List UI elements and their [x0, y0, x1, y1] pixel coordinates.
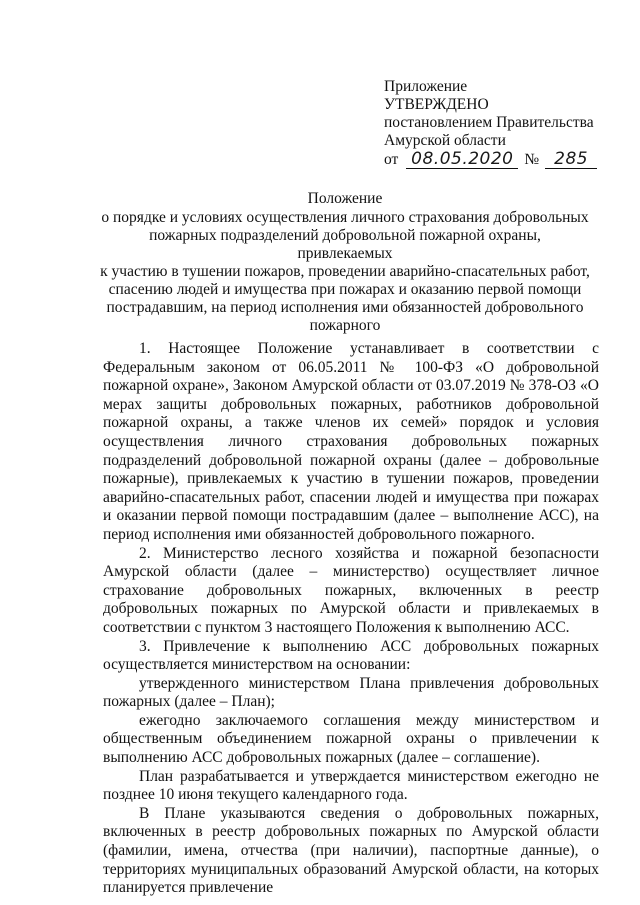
paragraph-1: 1. Настоящее Положение устанавливает в соответствии с Федеральным законом от 06.05.2011 № 100-ФЗ «О добровольной пожарной охране», Законом Амурской области от 03.07.2019 № 378-ОЗ «О мерах защиты добровольных пожарных, работников добровольной пожарной охраны, а также членов их семей» порядок и условия осуществления личного страхования добровольных пожарных подразделений добровольной пожарной охраны (далее – добровольные пожарные), привлекаемых к участию в тушении пожаров, проведении аварийно-спасательных работ, спасении людей и имущества при пожарах и оказании первой помощи пострадавшим (далее – выполнение АСС), на период исполнения ими обязанностей добровольного пожарного.: [103, 340, 599, 543]
approved-label: УТВЕРЖДЕНО: [384, 96, 489, 113]
number-prefix: №: [524, 151, 540, 168]
paragraph-plan-contents: В Плане указываются сведения о добровольных пожарных, включенных в реестр добровольных пожарных по Амурской области (фамилии, имена, отчества (при наличии), паспортные данные), о территориях муниципальных образований Амурской области, на которых планируется привлечение: [103, 804, 599, 897]
resolution-label: постановлением Правительства: [384, 114, 594, 131]
approval-block: [384, 78, 624, 169]
title-line: пострадавшим, на период исполнения ими обязанностей добровольного: [106, 299, 584, 316]
appendix-label: Приложение: [384, 78, 468, 95]
title-line: спасению людей и имущества при пожарах и оказанию первой помощи: [108, 281, 582, 298]
date-prefix: от: [384, 151, 399, 168]
title-heading: Положение: [307, 190, 383, 207]
paragraph-plan-basis: утвержденного министерством Плана привлечения добровольных пожарных (далее – План);: [103, 674, 599, 711]
title-line: пожарных подразделений добровольной пожарной охраны, привлекаемых: [149, 227, 541, 262]
document-title: [100, 190, 590, 335]
region-label: Амурской области: [384, 132, 506, 149]
title-line: о порядке и условиях осуществления личного страхования добровольных: [101, 209, 589, 226]
paragraph-plan-deadline: План разрабатывается и утверждается министерством ежегодно не позднее 10 июня текущего календарного года.: [103, 767, 599, 804]
date-number-line: [384, 150, 624, 169]
handwritten-date: 08.05.2020: [406, 150, 518, 169]
handwritten-number: 285: [545, 150, 597, 169]
paragraph-3: 3. Привлечение к выполнению АСС добровольных пожарных осуществляется министерством на основании:: [103, 637, 599, 674]
title-line: пожарного: [309, 317, 381, 334]
paragraph-agreement-basis: ежегодно заключаемого соглашения между министерством и общественным объединением пожарной охраны о привлечении к выполнению АСС добровольных пожарных (далее – соглашение).: [103, 711, 599, 767]
paragraph-2: 2. Министерство лесного хозяйства и пожарной безопасности Амурской области (далее – министерство) осуществляет личное страхование добровольных пожарных, включенных в реестр добровольных пожарных по Амурской области и привлекаемых в соответствии с пунктом 3 настоящего Положения к выполнению АСС.: [103, 544, 599, 636]
title-line: к участию в тушении пожаров, проведении аварийно-спасательных работ,: [100, 263, 590, 280]
document-body: [103, 340, 599, 898]
